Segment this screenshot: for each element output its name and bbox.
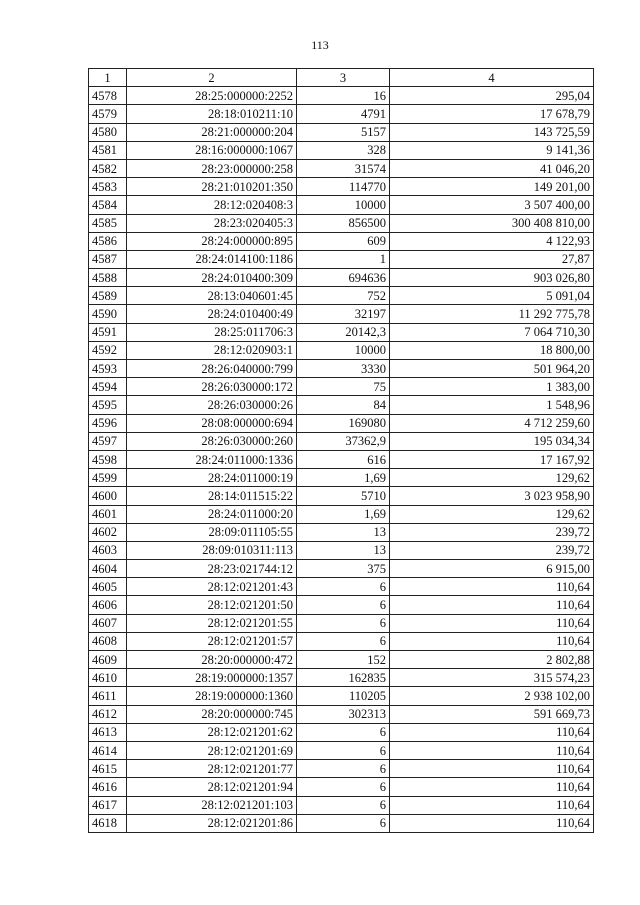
table-row (89, 560, 594, 578)
table-row (89, 232, 594, 250)
area-cell: 20142,3 (297, 323, 390, 341)
page-number: 113 (311, 38, 329, 52)
value-cell: 591 669,73 (390, 705, 594, 723)
column-header-2: 2 (127, 69, 297, 87)
area-cell: 110205 (297, 687, 390, 705)
row-number-cell: 4600 (89, 487, 127, 505)
row-number-cell: 4581 (89, 141, 127, 159)
area-cell: 5710 (297, 487, 390, 505)
area-cell: 6 (297, 596, 390, 614)
cadastral-number-cell: 28:12:020903:1 (127, 341, 297, 359)
table-row (89, 796, 594, 814)
value-cell: 239,72 (390, 523, 594, 541)
value-cell: 17 678,79 (390, 105, 594, 123)
cadastral-number-cell: 28:24:000000:895 (127, 232, 297, 250)
value-cell: 129,62 (390, 469, 594, 487)
row-number-cell: 4601 (89, 505, 127, 523)
row-number-cell: 4613 (89, 723, 127, 741)
row-number-cell: 4614 (89, 741, 127, 759)
cadastral-number-cell: 28:21:000000:204 (127, 123, 297, 141)
cadastral-number-cell: 28:08:000000:694 (127, 414, 297, 432)
row-number-cell: 4610 (89, 669, 127, 687)
area-cell: 6 (297, 760, 390, 778)
table-row (89, 214, 594, 232)
area-cell: 84 (297, 396, 390, 414)
row-number-cell: 4589 (89, 287, 127, 305)
row-number-cell: 4605 (89, 578, 127, 596)
cadastral-number-cell: 28:12:021201:43 (127, 578, 297, 596)
cadastral-number-cell: 28:24:010400:49 (127, 305, 297, 323)
table-row (89, 378, 594, 396)
row-number-cell: 4585 (89, 214, 127, 232)
cadastral-number-cell: 28:12:021201:77 (127, 760, 297, 778)
table-row (89, 414, 594, 432)
table-row (89, 341, 594, 359)
area-cell: 616 (297, 450, 390, 468)
row-number-cell: 4597 (89, 432, 127, 450)
table-row (89, 105, 594, 123)
value-cell: 5 091,04 (390, 287, 594, 305)
cadastral-number-cell: 28:26:030000:26 (127, 396, 297, 414)
value-cell: 110,64 (390, 596, 594, 614)
area-cell: 13 (297, 523, 390, 541)
table-row (89, 178, 594, 196)
cadastral-number-cell: 28:12:021201:103 (127, 796, 297, 814)
cadastral-number-cell: 28:26:030000:172 (127, 378, 297, 396)
table-row (89, 123, 594, 141)
area-cell: 6 (297, 741, 390, 759)
row-number-cell: 4606 (89, 596, 127, 614)
area-cell: 169080 (297, 414, 390, 432)
value-cell: 501 964,20 (390, 360, 594, 378)
row-number-cell: 4599 (89, 469, 127, 487)
table-row (89, 723, 594, 741)
table-row (89, 305, 594, 323)
row-number-cell: 4615 (89, 760, 127, 778)
area-cell: 6 (297, 632, 390, 650)
cadastral-number-cell: 28:25:000000:2252 (127, 87, 297, 105)
table-row (89, 250, 594, 268)
cadastral-number-cell: 28:13:040601:45 (127, 287, 297, 305)
cadastral-number-cell: 28:24:011000:20 (127, 505, 297, 523)
table-row (89, 705, 594, 723)
area-cell: 752 (297, 287, 390, 305)
cadastral-number-cell: 28:19:000000:1360 (127, 687, 297, 705)
cadastral-number-cell: 28:12:021201:57 (127, 632, 297, 650)
table-row (89, 687, 594, 705)
area-cell: 328 (297, 141, 390, 159)
value-cell: 4 712 259,60 (390, 414, 594, 432)
header-row (89, 69, 594, 87)
row-number-cell: 4593 (89, 360, 127, 378)
value-cell: 27,87 (390, 250, 594, 268)
row-number-cell: 4588 (89, 269, 127, 287)
row-number-cell: 4586 (89, 232, 127, 250)
row-number-cell: 4579 (89, 105, 127, 123)
row-number-cell: 4590 (89, 305, 127, 323)
value-cell: 110,64 (390, 632, 594, 650)
area-cell: 37362,9 (297, 432, 390, 450)
row-number-cell: 4595 (89, 396, 127, 414)
table-row (89, 523, 594, 541)
value-cell: 17 167,92 (390, 450, 594, 468)
area-cell: 6 (297, 814, 390, 832)
cadastral-number-cell: 28:12:021201:86 (127, 814, 297, 832)
table-row (89, 778, 594, 796)
value-cell: 1 383,00 (390, 378, 594, 396)
area-cell: 4791 (297, 105, 390, 123)
row-number-cell: 4603 (89, 541, 127, 559)
cadastral-number-cell: 28:12:021201:69 (127, 741, 297, 759)
value-cell: 315 574,23 (390, 669, 594, 687)
cadastral-number-cell: 28:09:010311:113 (127, 541, 297, 559)
column-header-1: 1 (89, 69, 127, 87)
cadastral-number-cell: 28:23:020405:3 (127, 214, 297, 232)
table-row (89, 760, 594, 778)
value-cell: 110,64 (390, 778, 594, 796)
area-cell: 10000 (297, 341, 390, 359)
value-cell: 18 800,00 (390, 341, 594, 359)
cadastral-number-cell: 28:23:000000:258 (127, 159, 297, 177)
table-row (89, 159, 594, 177)
table-row (89, 360, 594, 378)
row-number-cell: 4617 (89, 796, 127, 814)
table-row (89, 632, 594, 650)
table-row (89, 432, 594, 450)
table-row (89, 669, 594, 687)
value-cell: 3 507 400,00 (390, 196, 594, 214)
area-cell: 3330 (297, 360, 390, 378)
table-row (89, 741, 594, 759)
area-cell: 375 (297, 560, 390, 578)
cadastral-number-cell: 28:26:040000:799 (127, 360, 297, 378)
area-cell: 1,69 (297, 505, 390, 523)
area-cell: 302313 (297, 705, 390, 723)
area-cell: 32197 (297, 305, 390, 323)
area-cell: 152 (297, 651, 390, 669)
value-cell: 110,64 (390, 741, 594, 759)
cadastral-number-cell: 28:26:030000:260 (127, 432, 297, 450)
table-row (89, 596, 594, 614)
area-cell: 16 (297, 87, 390, 105)
value-cell: 295,04 (390, 87, 594, 105)
row-number-cell: 4618 (89, 814, 127, 832)
table-row (89, 651, 594, 669)
area-cell: 75 (297, 378, 390, 396)
cadastral-number-cell: 28:24:014100:1186 (127, 250, 297, 268)
table-row (89, 578, 594, 596)
value-cell: 6 915,00 (390, 560, 594, 578)
value-cell: 110,64 (390, 796, 594, 814)
cadastral-number-cell: 28:12:021201:55 (127, 614, 297, 632)
area-cell: 6 (297, 796, 390, 814)
cadastral-number-cell: 28:12:021201:50 (127, 596, 297, 614)
cadastral-number-cell: 28:24:011000:1336 (127, 450, 297, 468)
area-cell: 1,69 (297, 469, 390, 487)
cadastral-number-cell: 28:25:011706:3 (127, 323, 297, 341)
row-number-cell: 4580 (89, 123, 127, 141)
area-cell: 13 (297, 541, 390, 559)
value-cell: 903 026,80 (390, 269, 594, 287)
cadastral-number-cell: 28:18:010211:10 (127, 105, 297, 123)
row-number-cell: 4598 (89, 450, 127, 468)
area-cell: 609 (297, 232, 390, 250)
row-number-cell: 4594 (89, 378, 127, 396)
table-row (89, 469, 594, 487)
value-cell: 143 725,59 (390, 123, 594, 141)
row-number-cell: 4604 (89, 560, 127, 578)
value-cell: 110,64 (390, 578, 594, 596)
area-cell: 6 (297, 778, 390, 796)
area-cell: 694636 (297, 269, 390, 287)
row-number-cell: 4611 (89, 687, 127, 705)
table-row (89, 87, 594, 105)
table-row (89, 505, 594, 523)
cadastral-number-cell: 28:16:000000:1067 (127, 141, 297, 159)
value-cell: 1 548,96 (390, 396, 594, 414)
area-cell: 6 (297, 578, 390, 596)
area-cell: 5157 (297, 123, 390, 141)
row-number-cell: 4616 (89, 778, 127, 796)
row-number-cell: 4612 (89, 705, 127, 723)
value-cell: 239,72 (390, 541, 594, 559)
cadastral-number-cell: 28:19:000000:1357 (127, 669, 297, 687)
table-row (89, 614, 594, 632)
area-cell: 6 (297, 614, 390, 632)
value-cell: 9 141,36 (390, 141, 594, 159)
value-cell: 129,62 (390, 505, 594, 523)
row-number-cell: 4587 (89, 250, 127, 268)
value-cell: 2 938 102,00 (390, 687, 594, 705)
row-number-cell: 4607 (89, 614, 127, 632)
table-body (89, 87, 594, 833)
row-number-cell: 4582 (89, 159, 127, 177)
cadastral-number-cell: 28:09:011105:55 (127, 523, 297, 541)
cadastral-number-cell: 28:24:011000:19 (127, 469, 297, 487)
area-cell: 31574 (297, 159, 390, 177)
area-cell: 1 (297, 250, 390, 268)
row-number-cell: 4592 (89, 341, 127, 359)
area-cell: 10000 (297, 196, 390, 214)
row-number-cell: 4596 (89, 414, 127, 432)
value-cell: 110,64 (390, 614, 594, 632)
value-cell: 110,64 (390, 760, 594, 778)
row-number-cell: 4602 (89, 523, 127, 541)
value-cell: 110,64 (390, 723, 594, 741)
column-header-3: 3 (297, 69, 390, 87)
row-number-cell: 4608 (89, 632, 127, 650)
cadastral-number-cell: 28:23:021744:12 (127, 560, 297, 578)
table-row (89, 323, 594, 341)
value-cell: 149 201,00 (390, 178, 594, 196)
table-row (89, 450, 594, 468)
cadastral-number-cell: 28:12:021201:62 (127, 723, 297, 741)
area-cell: 114770 (297, 178, 390, 196)
value-cell: 110,64 (390, 814, 594, 832)
table-row (89, 196, 594, 214)
cadastral-number-cell: 28:12:020408:3 (127, 196, 297, 214)
cadastral-number-cell: 28:21:010201:350 (127, 178, 297, 196)
value-cell: 41 046,20 (390, 159, 594, 177)
area-cell: 6 (297, 723, 390, 741)
cadastral-number-cell: 28:12:021201:94 (127, 778, 297, 796)
value-cell: 4 122,93 (390, 232, 594, 250)
row-number-cell: 4583 (89, 178, 127, 196)
value-cell: 3 023 958,90 (390, 487, 594, 505)
cadastral-number-cell: 28:24:010400:309 (127, 269, 297, 287)
area-cell: 162835 (297, 669, 390, 687)
table-row (89, 269, 594, 287)
value-cell: 195 034,34 (390, 432, 594, 450)
value-cell: 7 064 710,30 (390, 323, 594, 341)
cadastral-number-cell: 28:20:000000:745 (127, 705, 297, 723)
value-cell: 2 802,88 (390, 651, 594, 669)
data-table (88, 68, 594, 833)
table-row (89, 487, 594, 505)
value-cell: 300 408 810,00 (390, 214, 594, 232)
row-number-cell: 4591 (89, 323, 127, 341)
table-row (89, 814, 594, 832)
table-row (89, 396, 594, 414)
cadastral-number-cell: 28:20:000000:472 (127, 651, 297, 669)
row-number-cell: 4609 (89, 651, 127, 669)
table-row (89, 287, 594, 305)
column-header-4: 4 (390, 69, 594, 87)
row-number-cell: 4578 (89, 87, 127, 105)
table-row (89, 541, 594, 559)
value-cell: 11 292 775,78 (390, 305, 594, 323)
table-row (89, 141, 594, 159)
area-cell: 856500 (297, 214, 390, 232)
cadastral-number-cell: 28:14:011515:22 (127, 487, 297, 505)
row-number-cell: 4584 (89, 196, 127, 214)
